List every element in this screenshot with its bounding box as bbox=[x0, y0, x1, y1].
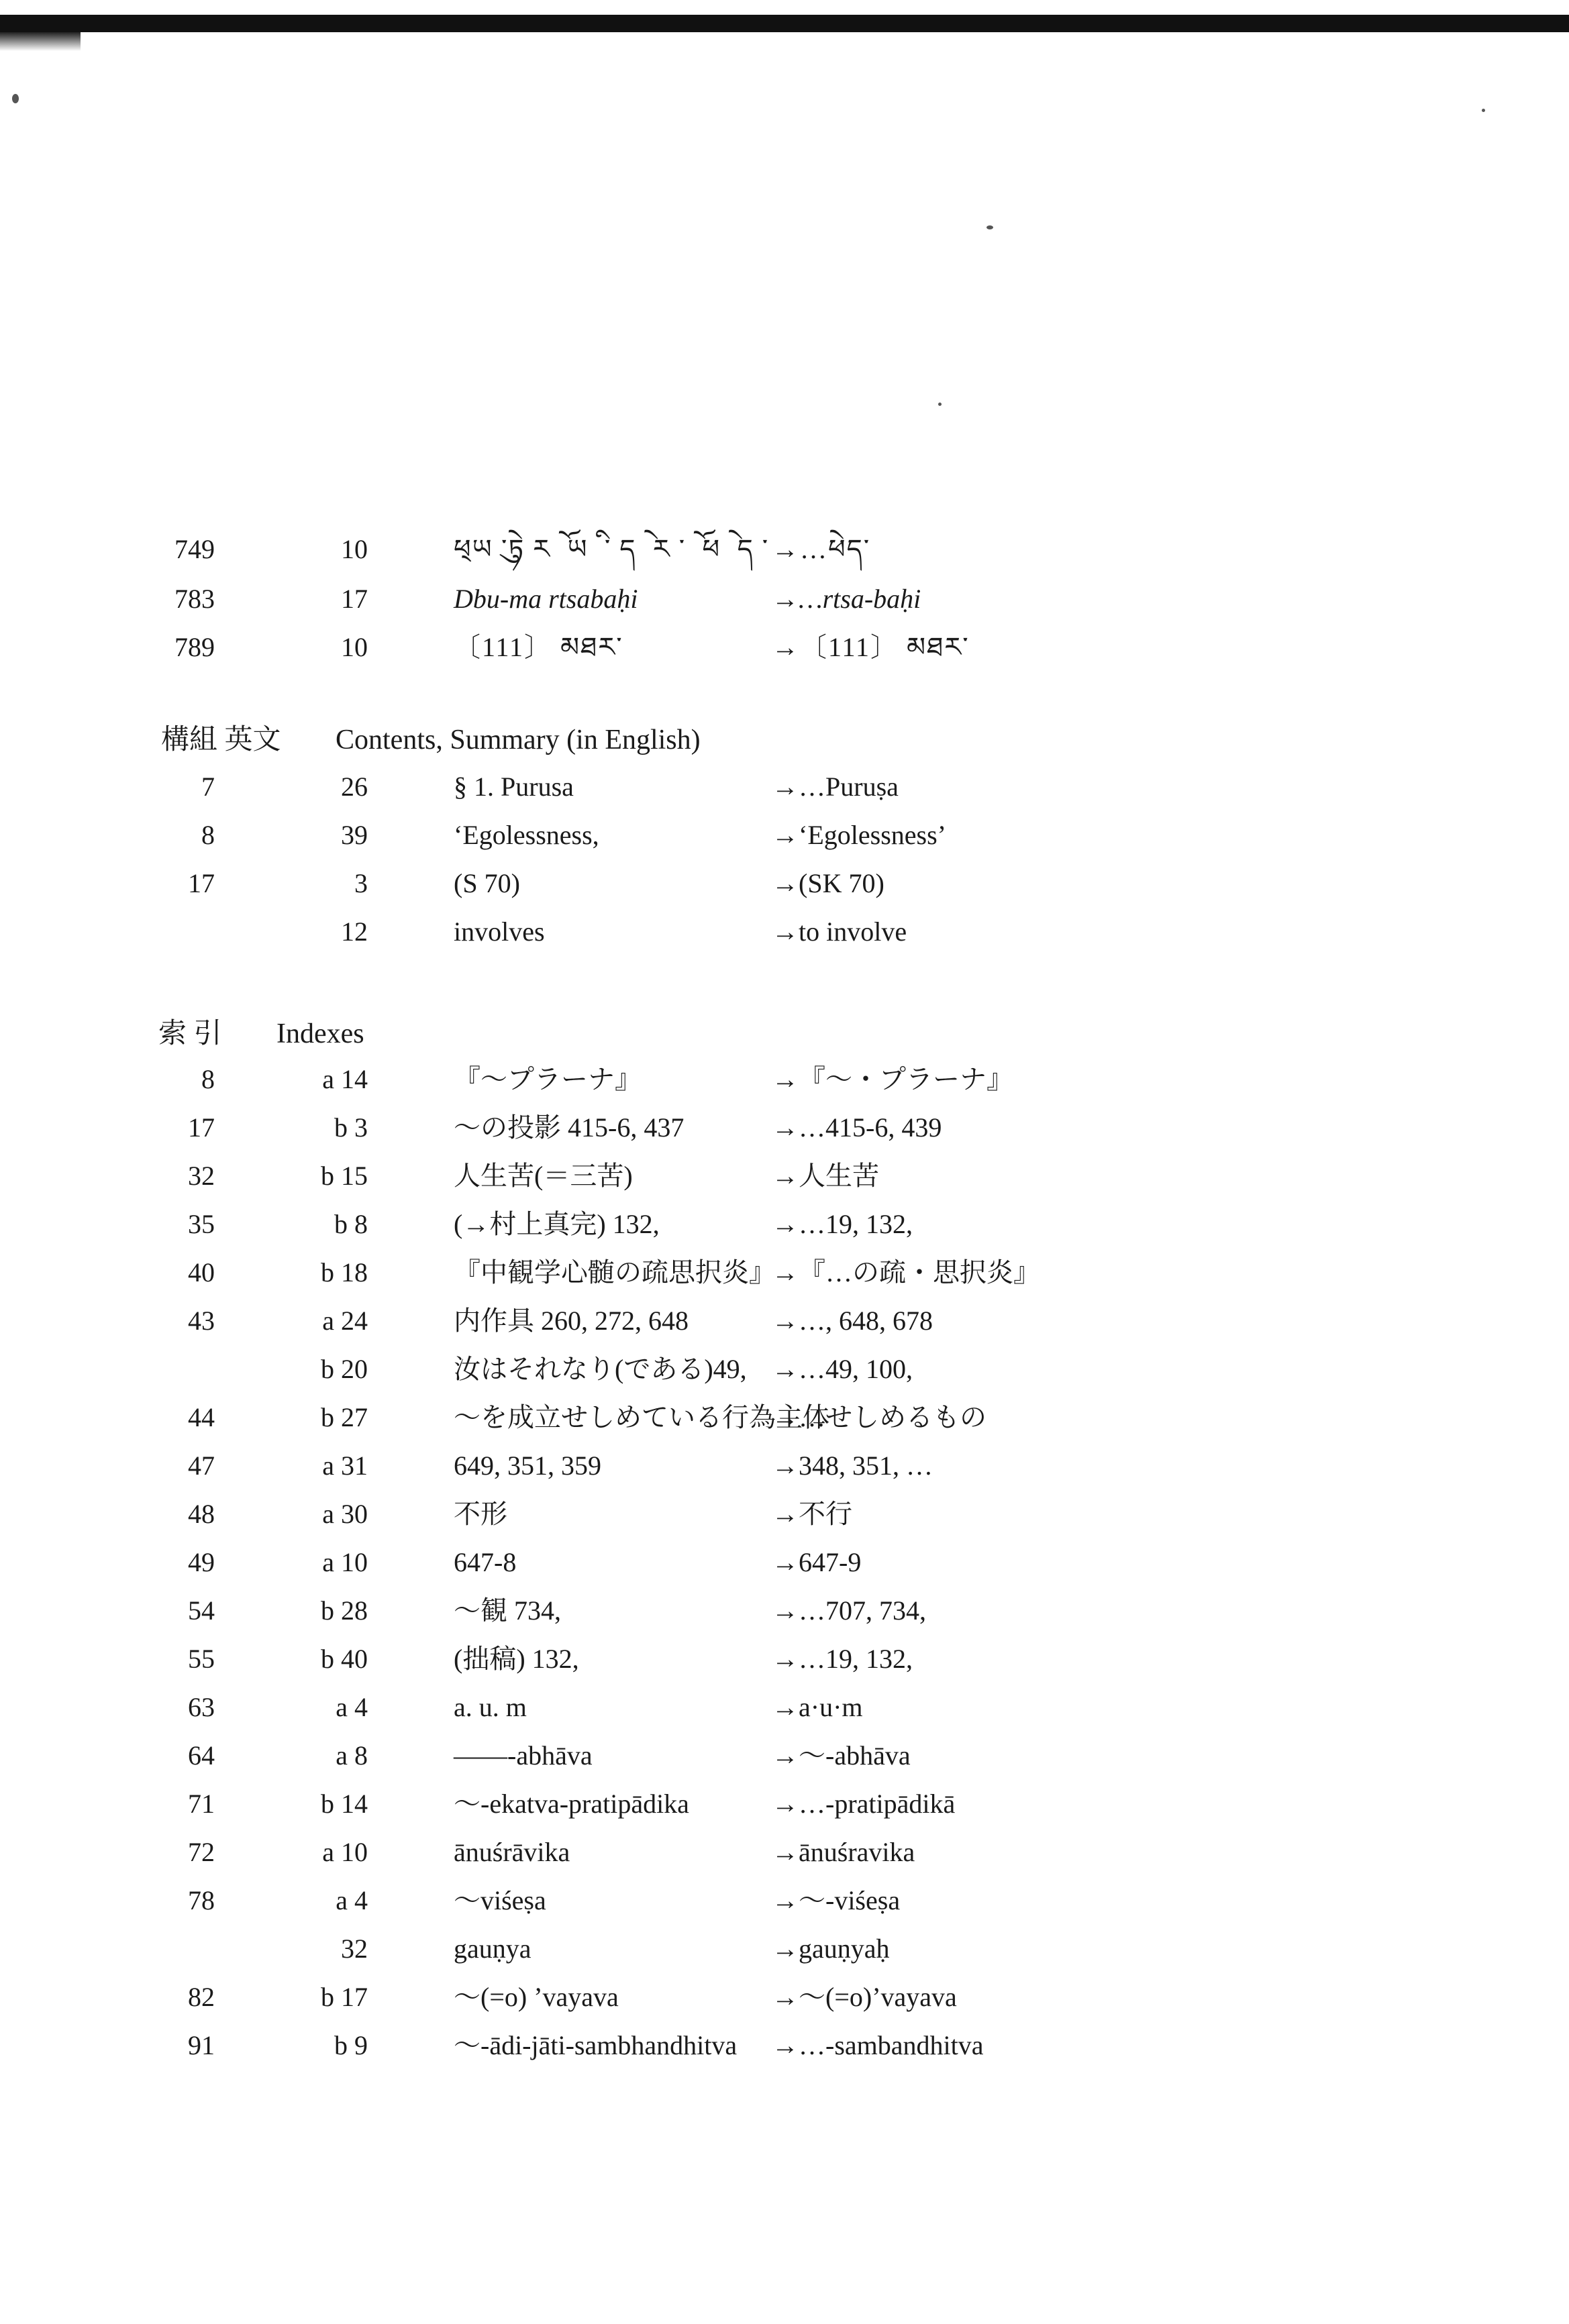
page-number: 48 bbox=[188, 1499, 215, 1529]
section-heading: Indexes bbox=[276, 1018, 364, 1049]
page-number: 32 bbox=[188, 1161, 215, 1191]
errata-row bbox=[0, 1154, 1569, 1198]
corrected-text: →…, 648, 678 bbox=[772, 1306, 933, 1336]
corrected-text: →～(=o)’vayava bbox=[772, 1982, 957, 2012]
top-border-rule bbox=[0, 15, 1569, 32]
corrected-text: →…19, 132, bbox=[772, 1209, 913, 1239]
line-number: a 8 bbox=[336, 1740, 368, 1771]
line-number: 3 bbox=[354, 868, 368, 898]
incorrect-text: (→村上真完) 132, bbox=[454, 1209, 660, 1239]
page-number: 49 bbox=[188, 1547, 215, 1577]
scan-speck bbox=[938, 403, 942, 406]
incorrect-text: ～の投影 415-6, 437 bbox=[454, 1112, 685, 1143]
page-number: 64 bbox=[188, 1740, 215, 1771]
corrected-text: →不行 bbox=[772, 1499, 852, 1529]
corrected-text: →to involve bbox=[772, 916, 907, 947]
line-number: a 31 bbox=[322, 1450, 368, 1481]
errata-row bbox=[0, 1782, 1569, 1826]
errata-row bbox=[0, 625, 1569, 670]
errata-row bbox=[0, 1637, 1569, 1681]
page-number: 43 bbox=[188, 1306, 215, 1336]
page-number: 8 bbox=[201, 1064, 215, 1094]
incorrect-text: 『中観学心髄の疏思択炎』 bbox=[454, 1257, 776, 1287]
incorrect-text: gauṇya bbox=[454, 1934, 532, 1964]
line-number: b 40 bbox=[321, 1644, 368, 1674]
corrected-text: →…-pratipādikā bbox=[772, 1789, 956, 1819]
corrected-text: →…Puruṣa bbox=[772, 772, 899, 802]
errata-row bbox=[0, 765, 1569, 809]
incorrect-text: ～(=o) ’vayava bbox=[454, 1982, 619, 2012]
line-number: a 10 bbox=[322, 1547, 368, 1577]
line-number: a 24 bbox=[322, 1306, 368, 1336]
incorrect-text: ——-abhāva bbox=[454, 1740, 593, 1771]
line-number: b 18 bbox=[321, 1257, 368, 1287]
incorrect-text: ～を成立せしめている行為主体 bbox=[454, 1402, 829, 1432]
incorrect-text: a. u. m bbox=[454, 1692, 527, 1722]
errata-row bbox=[0, 1685, 1569, 1730]
incorrect-text: (S 70) bbox=[454, 868, 520, 898]
page-number: 63 bbox=[188, 1692, 215, 1722]
line-number: 26 bbox=[341, 772, 368, 802]
corrected-text: →…49, 100, bbox=[772, 1354, 913, 1384]
incorrect-text: involves bbox=[454, 916, 545, 947]
page-number: 91 bbox=[188, 2030, 215, 2060]
line-number: a 4 bbox=[336, 1692, 368, 1722]
page-number: 82 bbox=[188, 1982, 215, 2012]
incorrect-text: 649, 351, 359 bbox=[454, 1450, 601, 1481]
incorrect-text: 不形 bbox=[454, 1499, 507, 1529]
corrected-text: →…19, 132, bbox=[772, 1644, 913, 1674]
errata-row bbox=[0, 1347, 1569, 1391]
scan-speck bbox=[12, 94, 19, 103]
corrected-text: →…707, 734, bbox=[772, 1595, 926, 1626]
corrected-text: →348, 351, … bbox=[772, 1450, 933, 1481]
corrected-text: →…-sambandhitva bbox=[772, 2030, 984, 2060]
errata-row bbox=[0, 1202, 1569, 1247]
corrected-text: →人生苦 bbox=[772, 1161, 879, 1191]
page-number: 789 bbox=[174, 632, 215, 662]
incorrect-text: 汝はそれなり(である)49, bbox=[454, 1354, 747, 1384]
top-border-shadow bbox=[0, 31, 81, 51]
incorrect-text: ānuśrāvika bbox=[454, 1837, 570, 1867]
incorrect-text: ～viśeṣa bbox=[454, 1885, 546, 1915]
page-number: 55 bbox=[188, 1644, 215, 1674]
corrected-text: →…rtsa-baḥi bbox=[772, 584, 921, 614]
corrected-text: →～-abhāva bbox=[772, 1740, 911, 1771]
line-number: 32 bbox=[341, 1934, 368, 1964]
page-number: 35 bbox=[188, 1209, 215, 1239]
errata-row bbox=[0, 1251, 1569, 1295]
errata-row bbox=[0, 2023, 1569, 2068]
line-number: b 20 bbox=[321, 1354, 368, 1384]
line-number: a 4 bbox=[336, 1885, 368, 1915]
page-number: 8 bbox=[201, 820, 215, 850]
corrected-text: →ānuśravika bbox=[772, 1837, 915, 1867]
errata-row bbox=[0, 861, 1569, 906]
errata-row bbox=[0, 1395, 1569, 1440]
page-number: 47 bbox=[188, 1450, 215, 1481]
line-number: b 14 bbox=[321, 1789, 368, 1819]
errata-row bbox=[0, 1444, 1569, 1488]
page-number: 783 bbox=[174, 584, 215, 614]
errata-row bbox=[0, 527, 1569, 572]
line-number: 10 bbox=[341, 632, 368, 662]
corrected-text: →『～・プラーナ』 bbox=[772, 1064, 1013, 1094]
line-number: 39 bbox=[341, 820, 368, 850]
scan-speck bbox=[1482, 109, 1485, 112]
corrected-text: →…ཕེད་ bbox=[772, 534, 871, 564]
line-number: b 28 bbox=[321, 1595, 368, 1626]
errata-row bbox=[0, 1975, 1569, 2019]
line-number: b 3 bbox=[334, 1112, 368, 1143]
incorrect-text: 647-8 bbox=[454, 1547, 517, 1577]
errata-row bbox=[0, 1106, 1569, 1150]
incorrect-text: 『～プラーナ』 bbox=[454, 1064, 642, 1094]
section-label-ja: 索 引 bbox=[158, 1018, 222, 1049]
page-number: 40 bbox=[188, 1257, 215, 1287]
incorrect-text: ‘Egolessness, bbox=[454, 820, 599, 850]
section-label-ja: 構組 英文 bbox=[161, 725, 281, 755]
page-number: 54 bbox=[188, 1595, 215, 1626]
corrected-text: →…せしめるもの bbox=[772, 1402, 986, 1432]
page-number: 71 bbox=[188, 1789, 215, 1819]
line-number: b 9 bbox=[334, 2030, 368, 2060]
line-number: 12 bbox=[341, 916, 368, 947]
incorrect-text: Dbu-ma rtsabaḥi bbox=[454, 584, 638, 614]
line-number: b 17 bbox=[321, 1982, 368, 2012]
errata-row bbox=[0, 910, 1569, 954]
corrected-text: →gauṇyaḥ bbox=[772, 1934, 890, 1964]
incorrect-text: 〔111〕 མཐར་ bbox=[454, 632, 623, 662]
errata-row bbox=[0, 1589, 1569, 1633]
incorrect-text: 内作具 260, 272, 648 bbox=[454, 1306, 689, 1336]
page-number: 17 bbox=[188, 1112, 215, 1143]
errata-row bbox=[0, 1927, 1569, 1971]
page-number: 44 bbox=[188, 1402, 215, 1432]
line-number: b 8 bbox=[334, 1209, 368, 1239]
page-number: 7 bbox=[201, 772, 215, 802]
incorrect-text: ～-ādi-jāti-sambhandhitva bbox=[454, 2030, 738, 2060]
page-number: 17 bbox=[188, 868, 215, 898]
incorrect-text: ～-ekatva-pratipādika bbox=[454, 1789, 689, 1819]
line-number: b 15 bbox=[321, 1161, 368, 1191]
errata-row bbox=[0, 1540, 1569, 1585]
errata-row bbox=[0, 577, 1569, 621]
corrected-text: →‘Egolessness’ bbox=[772, 820, 946, 850]
page-number: 749 bbox=[174, 534, 215, 564]
scan-speck bbox=[986, 225, 993, 229]
line-number: a 30 bbox=[322, 1499, 368, 1529]
line-number: 10 bbox=[341, 534, 368, 564]
corrected-text: →a·u·m bbox=[772, 1692, 863, 1722]
incorrect-text: ～観 734, bbox=[454, 1595, 561, 1626]
errata-row bbox=[0, 813, 1569, 857]
errata-row bbox=[0, 1830, 1569, 1874]
line-number: a 10 bbox=[322, 1837, 368, 1867]
line-number: 17 bbox=[341, 584, 368, 614]
page-number: 72 bbox=[188, 1837, 215, 1867]
errata-row bbox=[0, 1734, 1569, 1778]
corrected-text: →～-viśeṣa bbox=[772, 1885, 901, 1915]
corrected-text: →〔111〕 མཐར་ bbox=[772, 632, 970, 662]
page-number: 78 bbox=[188, 1885, 215, 1915]
incorrect-text: ཕ྄ཡ ུ་ཏེ ར ོ ཡ ི ་ ད ེ ར ་ ོ ཕ ེ ད ་ bbox=[454, 534, 770, 564]
corrected-text: →『…の疏・思択炎』 bbox=[772, 1257, 1040, 1287]
errata-row bbox=[0, 1492, 1569, 1536]
incorrect-text: (拙稿) 132, bbox=[454, 1644, 579, 1674]
corrected-text: →(SK 70) bbox=[772, 868, 884, 898]
incorrect-text: 人生苦(＝三苦) bbox=[454, 1161, 633, 1191]
errata-row bbox=[0, 1057, 1569, 1102]
section-heading: Contents, Summary (in English) bbox=[336, 725, 701, 755]
corrected-text: →647-9 bbox=[772, 1547, 862, 1577]
errata-row bbox=[0, 1879, 1569, 1923]
errata-row bbox=[0, 1299, 1569, 1343]
incorrect-text: § 1. Purusa bbox=[454, 772, 574, 802]
corrected-text: →…415-6, 439 bbox=[772, 1112, 942, 1143]
line-number: b 27 bbox=[321, 1402, 368, 1432]
line-number: a 14 bbox=[322, 1064, 368, 1094]
